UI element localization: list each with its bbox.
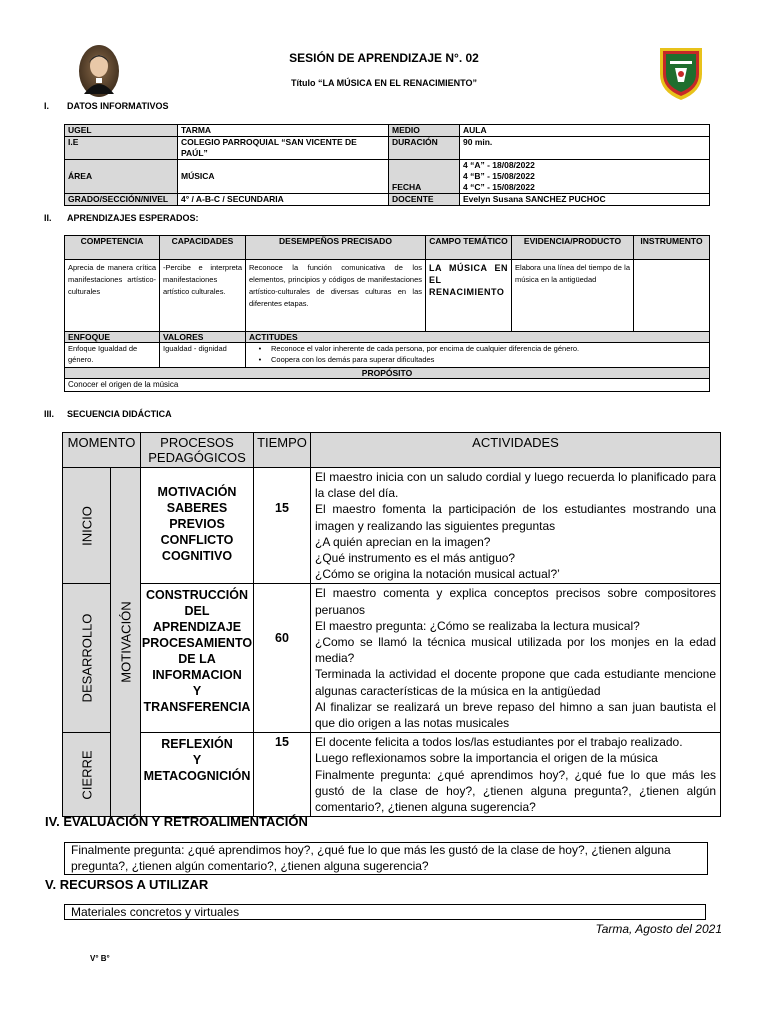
document-subtitle — [0, 78, 768, 88]
actividades-header: ACTIVIDADES — [311, 433, 721, 468]
desarrollo-procesos: CONSTRUCCIÓN DEL APRENDIZAJE PROCESAMIENTO DE LA INFORMACION Y TRANSFERENCIA — [141, 584, 254, 733]
aprendizajes-table — [64, 235, 710, 392]
fecha-a: 4 “A” - 18/08/2022 — [463, 160, 535, 170]
subtitle-text: “LA MÚSICA EN EL RENACIMIENTO” — [318, 78, 478, 88]
grado-label: GRADO/SECCIÓN/NIVEL — [65, 194, 178, 206]
section-3-heading: III. SECUENCIA DIDÁCTICA — [44, 409, 172, 419]
section-2-heading: II. APRENDIZAJES ESPERADOS: — [44, 213, 199, 223]
inicio-actividades: El maestro inicia con un saludo cordial y luego recuerda lo planificado para la clase del día. El maestro fomenta la participación de los estudiantes mostrando una imagen y realizando las siguientes preguntas ¿A quién aprecian en la imagen? ¿Qué instrumento es el más antiguo? ¿Cómo se origina la notación musical actual?’ — [311, 468, 721, 584]
desempenos-cell: Reconoce la función comunicativa de los elementos, principios y códigos de manifestaciones artístico-culturales de diversas culturas en las diferentes etapas. — [246, 260, 426, 332]
competencia-cell: Aprecia de manera crítica manifestaciones artístico-culturales — [65, 260, 160, 332]
motivacion-label: MOTIVACIÓN — [118, 601, 133, 683]
cierre-tiempo: 15 — [254, 733, 311, 817]
inicio-cell — [63, 468, 111, 584]
document-title: SESIÓN DE APRENDIZAJE N°. 02 — [289, 51, 479, 65]
visto-bueno: V° B° — [90, 954, 110, 963]
valores-cell: Igualdad - dignidad — [160, 343, 246, 368]
area-label: ÁREA — [65, 160, 178, 194]
docente-label: DOCENTE — [389, 194, 460, 206]
desarrollo-actividades: El maestro comenta y explica conceptos precisos sobre compositores peruanos El maestro pregunta: ¿Cómo se realizaba la lectura musical? ¿Como se llamó la técnica musical utilizada por los monjes en la edad media? Terminada la actividad el docente propone que cada estudiante mencione algunas características de la música en la antigüedad Al finalizar se realizará un breve repaso del himno a san juan bautista el que dio origen a las notas musicales — [311, 584, 721, 733]
datos-informativos-table — [64, 124, 710, 206]
section-5-heading: V. RECURSOS A UTILIZAR — [45, 877, 209, 892]
ie-value: COLEGIO PARROQUIAL “SAN VICENTE DE PAÚL” — [178, 137, 389, 160]
fecha-b: 4 “B” - 15/08/2022 — [463, 171, 535, 181]
actitudes-cell — [246, 343, 710, 368]
fecha-c: 4 “C” - 15/08/2022 — [463, 182, 535, 192]
momento-header: MOMENTO — [63, 433, 141, 468]
docente-value: Evelyn Susana SANCHEZ PUCHOC — [460, 194, 710, 206]
cierre-actividades: El docente felicita a todos los/las estudiantes por el trabajo realizado. Luego reflexionamos sobre la importancia el origen de la música Finalmente pregunta: ¿qué aprendimos hoy?, ¿qué fue lo que más les gustó de la clase de hoy?, ¿tienen alguna pregunta?, ¿tienen algún comentario?, ¿tienen alguna sugerencia? — [311, 733, 721, 817]
place-date: Tarma, Agosto del 2021 — [595, 922, 722, 936]
medio-value: AULA — [460, 125, 710, 137]
evidencia-cell: Elabora una línea del tiempo de la música en la antigüedad — [512, 260, 634, 332]
capacidades-cell: -Percibe e interpreta manifestaciones artístico culturales. — [160, 260, 246, 332]
actitud-item: • Reconoce el valor inherente de cada persona, por encima de cualquier diferencia de género. — [271, 343, 706, 354]
duracion-value: 90 min. — [460, 137, 710, 160]
section-4-heading: IV. EVALUACIÓN Y RETROALIMENTACIÓN — [45, 814, 308, 829]
evidencia-header: EVIDENCIA/PRODUCTO — [512, 236, 634, 260]
school-shield-logo — [656, 44, 706, 102]
secuencia-table — [62, 432, 721, 817]
ugel-value: TARMA — [178, 125, 389, 137]
desarrollo-cell — [63, 584, 111, 733]
cierre-label: CIERRE — [79, 750, 94, 800]
evaluacion-box: Finalmente pregunta: ¿qué aprendimos hoy?, ¿qué fue lo que más les gustó de la clase de hoy?, ¿tienen alguna pregunta?, ¿tienen algún comentario?, ¿tienen alguna sugerencia? — [64, 842, 708, 875]
actitud-item: • Coopera con los demás para superar dificultades — [271, 354, 706, 365]
desarrollo-tiempo: 60 — [254, 584, 311, 733]
instrumento-header: INSTRUMENTO — [634, 236, 710, 260]
fecha-label: FECHA — [389, 160, 460, 194]
fecha-values — [460, 160, 710, 194]
inicio-procesos: MOTIVACIÓN SABERES PREVIOS CONFLICTO COGNITIVO — [141, 468, 254, 584]
recursos-box: Materiales concretos y virtuales — [64, 904, 706, 920]
competencia-header: COMPETENCIA — [65, 236, 160, 260]
capacidades-header: CAPACIDADES — [160, 236, 246, 260]
proposito-label: PROPÓSITO — [65, 368, 710, 379]
actitudes-label: ACTITUDES — [246, 332, 710, 343]
tiempo-header: TIEMPO — [254, 433, 311, 468]
enfoque-label: ENFOQUE — [65, 332, 160, 343]
campo-header: CAMPO TEMÁTICO — [426, 236, 512, 260]
area-value: MÚSICA — [178, 160, 389, 194]
desempenos-header: DESEMPEÑOS PRECISADO — [246, 236, 426, 260]
campo-cell: LA MÚSICA EN EL RENACIMIENTO — [426, 260, 512, 332]
cierre-procesos: REFLEXIÓN Y METACOGNICIÓN — [141, 733, 254, 817]
grado-value: 4° / A-B-C / SECUNDARIA — [178, 194, 389, 206]
instrumento-cell — [634, 260, 710, 332]
proposito-cell: Conocer el origen de la música — [65, 379, 710, 392]
enfoque-cell: Enfoque Igualdad de género. — [65, 343, 160, 368]
desarrollo-label: DESARROLLO — [79, 613, 94, 703]
inicio-label: INICIO — [79, 505, 94, 546]
valores-label: VALORES — [160, 332, 246, 343]
ie-label: I.E — [65, 137, 178, 160]
subtitle-label: Título — [290, 78, 316, 88]
duracion-label: DURACIÓN — [389, 137, 460, 160]
procesos-header: PROCESOS PEDAGÓGICOS — [141, 433, 254, 468]
medio-label: MEDIO — [389, 125, 460, 137]
inicio-tiempo: 15 — [254, 468, 311, 584]
motivacion-cell — [111, 468, 141, 817]
section-1-heading: I. DATOS INFORMATIVOS — [44, 101, 169, 111]
cierre-cell — [63, 733, 111, 817]
ugel-label: UGEL — [65, 125, 178, 137]
